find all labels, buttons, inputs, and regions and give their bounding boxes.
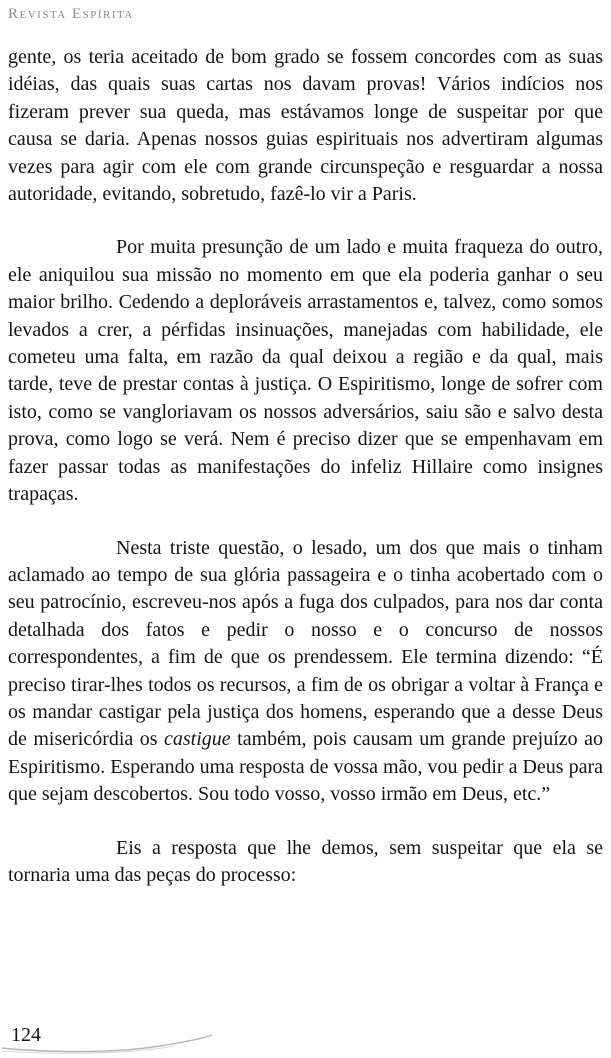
paragraph-3 [8, 535, 603, 809]
page-number: 124 [11, 1024, 41, 1046]
page-body [8, 44, 603, 889]
running-header: Revista Espírita [8, 6, 134, 22]
paragraph-3-italic-word: castigue [164, 728, 231, 751]
paragraph-4: Eis a resposta que lhe demos, sem suspeitar que ela se tornaria uma das peças do processo: [8, 836, 603, 886]
paragraph-2: Por muita presunção de um lado e muita fraqueza do outro, ele aniquilou sua missão no momento em que ela poderia ganhar o seu maior brilho. Cedendo a deploráveis arrastamentos e, talvez, como somos levados a crer, a pérfidas insinuações, manejadas com habilidade, ele cometeu uma falta, em razão da qual deixou a região e da qual, mais tarde, teve de prestar contas à justiça. O Espiritismo, longe de sofrer com isto, como se vangloriavam os nossos adversários, saiu são e salvo desta prova, como logo se verá. Nem é preciso dizer que se empenhavam em fazer passar todas as manifestações do infeliz Hillaire como insignes trapaças. [8, 236, 603, 506]
paragraph-3-text-before: Nesta triste questão, o lesado, um dos que mais o tinham aclamado ao tempo de sua glória passageira e o tinha acobertado com o seu patrocínio, escreveu-nos após a fuga dos culpados, para nos dar conta detalhada dos fatos e pedir o nosso e o concurso de nossos correspondentes, a fim de que os prendessem. Ele termina dizendo: “É preciso tirar-lhes todos os recursos, a fim de os obrigar a voltar à França e os mandar castigar pela justiça dos homens, esperando que a desse Deus de misericórdia os [8, 536, 603, 751]
paragraph-3-text-after: também, pois causam um grande prejuízo ao Espiritismo. Esperando uma resposta de vossa mão, vou pedir a Deus para que sejam descobertos. Sou todo vosso, vosso irmão em Deus, etc.” [8, 728, 604, 806]
paragraph-1: gente, os teria aceitado de bom grado se fossem concordes com as suas idéias, das quais suas cartas nos davam provas! Vários indícios nos fizeram prever sua queda, mas estávamos longe de suspeitar por que causa se daria. Apenas nossos guias espirituais nos advertiram algumas vezes para agir com ele com grande circunspeção e resguardar a nossa autoridade, evitando, sobretudo, fazê-lo vir a Paris. [8, 46, 603, 206]
